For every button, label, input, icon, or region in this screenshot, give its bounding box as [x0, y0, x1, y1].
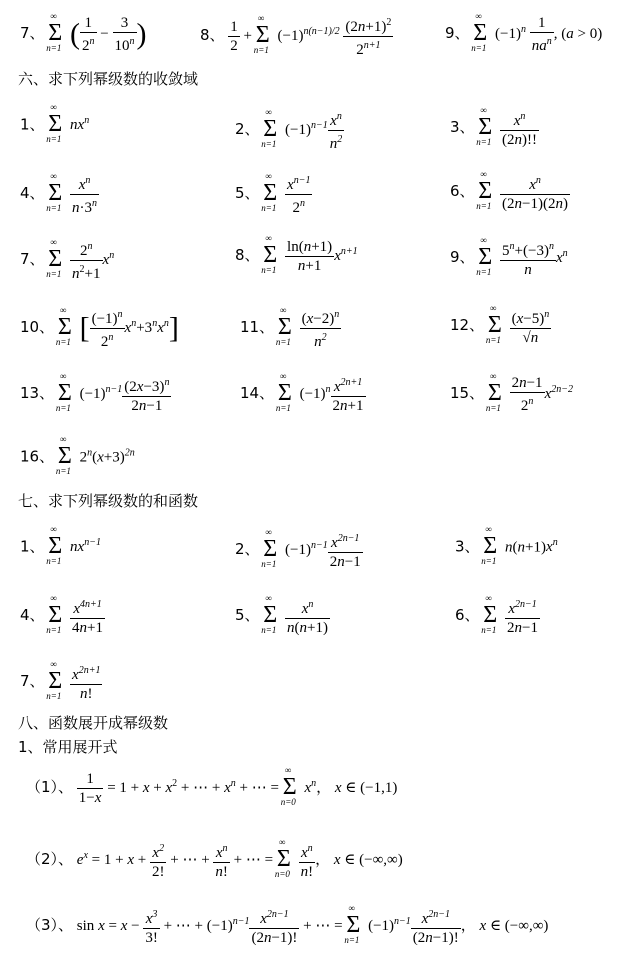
- s6-item-14: 14、 ∞ Σ n=1 $(-1)^n$ $\frac{x^{2n+1}}{2n+1}$: [240, 370, 364, 414]
- s6-item-8: 8、 ∞ Σ n=1 $\frac{\ln(n+1)}{n+1}$ $x^{n+1}$: [235, 232, 358, 275]
- s6-item-12: 12、 ∞ Σ n=1 $\frac{(x-5)^n}{√n}$: [450, 302, 550, 346]
- s6-item-3: 3、 ∞ Σ n=1 $\frac{x^n}{(2n)!!}$: [450, 104, 538, 148]
- top-item-7: 7、 ∞ Σ n=1 ( $\frac{1}{2^n}$ − $\frac{3}{10^n}$ ): [20, 10, 147, 54]
- s6-item-6: 6、 ∞ Σ n=1 $\frac{x^n}{(2n-1)(2n)}$: [450, 168, 568, 212]
- s8-item-1: （1）、 $\frac{1}{1-x}$ = $1 + x + x^2$ + ⋯ + $x^n$ + ⋯ = ∞ Σ n=0 $x^n$， x ∈ (−1,1): [26, 764, 398, 807]
- s6-item-2: 2、 ∞ Σ n=1 $(-1)^{n-1}$ $\frac{x^n}{n^2}$: [235, 106, 343, 152]
- s6-item-16: 16、 ∞ Σ n=1 $2^n(x+3)^{2n}$: [20, 434, 135, 476]
- s6-item-13: 13、 ∞ Σ n=1 $(-1)^{n-1}$ $\frac{(2x-3)^n}{2n-1}$: [20, 370, 170, 414]
- section-7-title: 七、求下列幂级数的和函数: [18, 492, 199, 510]
- s6-item-1: 1、 ∞ Σ n=1 $nx^n$: [20, 102, 90, 144]
- top-item-8: 8、 $\frac{1}{2}$ + ∞ Σ n=1 $(-1)^{n(n-1)/2}$ $\frac{(2n+1)^2}{2^{n+1}}$: [200, 12, 392, 58]
- s8-item-2: （2）、 $e^x = 1 + x$ + $\frac{x^2}{2!}$ + ⋯ + $\frac{x^n}{n!}$ + ⋯ = ∞ Σ n=0 $\frac{x^n}{n!}$ ， x ∈ (−∞,∞): [26, 836, 403, 880]
- s7-item-5: 5、 ∞ Σ n=1 $\frac{x^n}{n(n+1)}$: [235, 592, 329, 636]
- s7-item-2: 2、 ∞ Σ n=1 $(-1)^{n-1}$ $\frac{x^{2n-1}}{2n-1}$: [235, 526, 361, 570]
- s7-item-6: 6、 ∞ Σ n=1 $\frac{x^{2n-1}}{2n-1}$: [455, 592, 539, 636]
- top-item-9: 9、 ∞ Σ n=1 $(-1)^n$ 1 $na^n$ , (a > 0): [445, 10, 603, 54]
- s7-item-3: 3、 ∞ Σ n=1 $n(n+1)x^n$: [455, 524, 558, 566]
- s6-item-10: 10、 ∞ Σ n=1 [ $\frac{(-1)^n}{2^n}$ $x^n+3^nx^n$]: [20, 304, 179, 350]
- s6-item-9: 9、 ∞ Σ n=1 $\frac{5^n+(-3)^n}{n}$ $x^n$: [450, 234, 568, 278]
- s6-item-11: 11、 ∞ Σ n=1 $\frac{(x-2)^n}{n^2}$: [240, 304, 340, 350]
- s6-item-5: 5、 ∞ Σ n=1 $\frac{x^{n-1}}{2^n}$: [235, 170, 311, 216]
- s6-item-15: 15、 ∞ Σ n=1 $\frac{2n-1}{2^n}$ $x^{2n-2}$: [450, 370, 573, 414]
- s6-item-4: 4、 ∞ Σ n=1 $\frac{x^n}{n\cdot 3^n}$: [20, 170, 98, 216]
- section-6-title: 六、求下列幂级数的收敛域: [18, 70, 199, 88]
- section-8-title: 八、函数展开成幂级数: [18, 714, 169, 732]
- s7-item-4: 4、 ∞ Σ n=1 $\frac{x^{4n+1}}{4n+1}$: [20, 592, 104, 636]
- s8-item-3: （3）、 sin x = x − $\frac{x^3}{3!}$ + ⋯ + $(-1)^{n-1}$ $\frac{x^{2n-1}}{(2n-1)!}$ + ⋯ = ∞ Σ n=1 $(-1)^{n-1}$ $\frac{x^{2n-1}}{(2n-1)!}$ ， x ∈ (−∞,∞): [26, 902, 549, 946]
- s6-item-7: 7、 ∞ Σ n=1 $\frac{2^n}{n^2+1}$ $x^n$: [20, 236, 115, 282]
- s7-item-1: 1、 ∞ Σ n=1 $nx^{n-1}$: [20, 524, 101, 566]
- s7-item-7: 7、 ∞ Σ n=1 $\frac{x^{2n+1}}{n!}$: [20, 658, 101, 702]
- section-8-subtitle: 1、常用展开式: [18, 738, 118, 756]
